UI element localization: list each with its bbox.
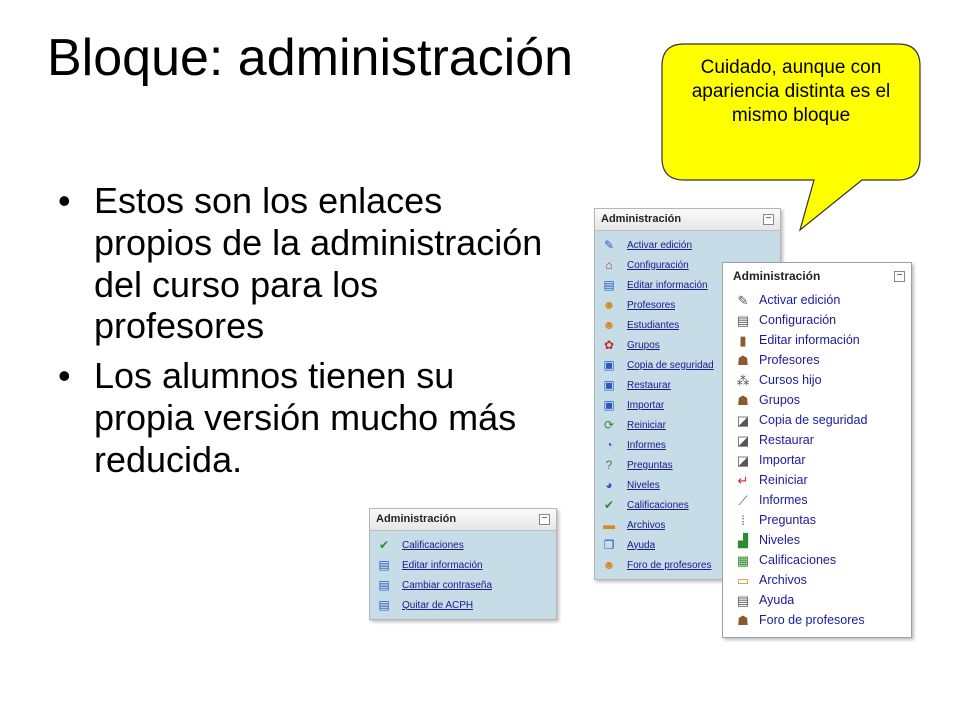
bullet-item: • Los alumnos tienen su propia versión mucho más reducida. [58,355,558,480]
admin-link-foro-profesores[interactable]: ☻ Foro de profesores [602,558,712,572]
import-icon: ▣ [603,398,615,412]
bullet-list [58,180,558,488]
collapse-icon[interactable]: − [763,214,774,225]
admin-link-calificaciones[interactable]: ✔ Calificaciones [370,535,556,555]
grades-icon: ✔ [378,538,390,552]
admin-link-grupos[interactable]: ✿ Grupos [595,335,780,355]
admin-link-quitar-acph[interactable]: ▤ Quitar de ACPH [370,595,556,615]
block-body [723,287,911,632]
collapse-icon[interactable]: − [539,514,550,525]
import-icon: ◪ [736,452,750,468]
admin-block-student [369,508,557,620]
admin-link-importar[interactable]: ▣ Importar [595,395,780,415]
admin-link-estudiantes[interactable]: ☻ Estudiantes [602,318,680,332]
callout-text: Cuidado, aunque con apariencia distinta es el mismo bloque [691,57,891,126]
pencil-icon: ✎ [737,292,749,308]
folder-icon: ▬ [603,518,615,532]
admin-link-editar-informacion[interactable]: ▮ Editar información [723,330,911,350]
admin-link-ayuda[interactable]: ▤ Ayuda [736,592,795,608]
speech-callout [662,44,920,234]
admin-link-activar-edicion[interactable]: ✎ Activar edición [595,235,780,255]
reports-icon: ◔ [605,438,613,452]
admin-link-reiniciar[interactable]: ⟳ Reiniciar [595,415,780,435]
grades-icon: ▦ [736,552,750,568]
teachers-icon: ☗ [737,352,749,368]
folder-icon: ▭ [736,572,750,588]
admin-link-grupos[interactable]: ☗ Grupos [723,390,911,410]
admin-link-informes[interactable]: ◔ Informes [595,435,780,455]
block-body [370,531,556,619]
admin-link-informes[interactable]: ⟋ Informes [723,490,911,510]
reset-icon: ⟳ [603,418,615,432]
scales-icon: ◕ [605,478,613,492]
admin-link-preguntas[interactable]: ? Preguntas [595,455,780,475]
restore-icon: ▣ [603,378,615,392]
admin-link-configuracion[interactable]: ▤ Configuración [736,312,837,328]
admin-link-archivos[interactable]: ▬ Archivos [603,518,666,532]
admin-link-copia-seguridad[interactable]: ◪ Copia de seguridad [736,412,868,428]
admin-link-editar-informacion[interactable]: ▤ Editar información [370,555,556,575]
child-courses-icon: ⁂ [736,372,750,388]
admin-link-editar-informacion[interactable]: ▤ Editar información [595,275,780,295]
unenrol-icon: ▤ [378,598,390,612]
admin-link-cambiar-contrasena[interactable]: ▤ Cambiar contraseña [370,575,556,595]
admin-link-calificaciones[interactable]: ✔ Calificaciones [595,495,780,515]
block-title: Administración [376,513,457,525]
restore-icon: ◪ [736,432,750,448]
admin-link-archivos[interactable]: ▭ Archivos [736,572,807,588]
edit-info-icon: ▤ [603,278,615,292]
collapse-icon[interactable]: − [894,271,905,282]
help-icon: ▤ [736,592,750,608]
admin-link-configuracion[interactable]: ⌂ Configuración [595,255,780,275]
password-icon: ▤ [378,578,390,592]
help-icon: ❐ [603,538,615,552]
questions-icon: ⁞ [741,512,745,528]
admin-link-activar-edicion[interactable]: ✎ Activar edición [723,290,911,310]
admin-link-cursos-hijo[interactable]: ⁂ Cursos hijo [736,372,822,388]
admin-link-restaurar[interactable]: ◪ Restaurar [736,432,814,448]
reports-icon: ⟋ [738,492,748,508]
admin-link-reiniciar[interactable]: ↵ Reiniciar [723,470,911,490]
admin-link-niveles[interactable]: ◕ Niveles [595,475,780,495]
questions-icon: ? [605,458,613,472]
block-header [595,209,780,231]
block-title: Administración [601,213,682,225]
grades-icon: ✔ [603,498,615,512]
admin-link-foro-profesores[interactable]: ☗ Foro de profesores [723,610,911,630]
block-header [370,509,556,531]
teachers-icon: ☻ [602,298,616,312]
scales-icon: ▟ [738,532,748,548]
backup-icon: ◪ [736,412,750,428]
groups-icon: ☗ [737,392,749,408]
settings-icon: ⌂ [605,258,613,272]
edit-icon: ✎ [603,238,615,252]
forum-icon: ☻ [602,558,616,572]
admin-link-importar[interactable]: ◪ Importar [736,452,806,468]
admin-link-restaurar[interactable]: ▣ Restaurar [595,375,780,395]
settings-icon: ▤ [736,312,750,328]
edit-info-icon: ▮ [739,332,747,348]
admin-link-profesores[interactable]: ☻ Profesores [602,298,676,312]
admin-block-teacher-new [722,262,912,638]
admin-link-calificaciones[interactable]: ▦ Calificaciones [736,552,837,568]
groups-icon: ✿ [603,338,615,352]
reset-icon: ↵ [737,472,749,488]
bullet-item: • Estos son los enlaces propios de la administración del curso para los profesores [58,180,558,347]
admin-link-copia-seguridad[interactable]: ▣ Copia de seguridad [595,355,780,375]
admin-link-ayuda[interactable]: ❐ Ayuda [595,535,780,555]
admin-link-preguntas[interactable]: ⁞ Preguntas [723,510,911,530]
block-title: Administración [733,269,821,283]
students-icon: ☻ [602,318,616,332]
slide-title: Bloque: administración [47,29,574,87]
forum-icon: ☗ [737,612,749,628]
admin-link-niveles[interactable]: ▟ Niveles [723,530,911,550]
block-header [723,263,911,287]
edit-info-icon: ▤ [378,558,390,572]
admin-link-profesores[interactable]: ☗ Profesores [723,350,911,370]
backup-icon: ▣ [603,358,615,372]
